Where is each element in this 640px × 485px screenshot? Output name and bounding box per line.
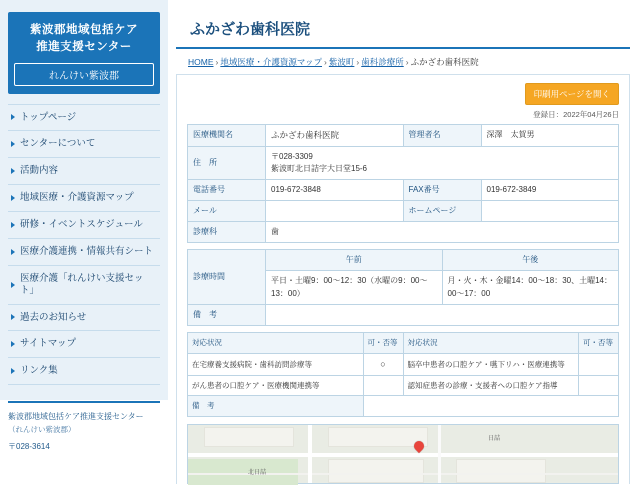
row-label-department: 診療科: [188, 221, 266, 242]
row-value-department: 歯: [266, 221, 619, 242]
map-label: 日詰: [488, 435, 501, 442]
breadcrumb-item-current: ふかざわ歯科医院: [410, 57, 479, 67]
breadcrumb-separator: ›: [356, 57, 360, 67]
status-mark-cancer-care: [363, 376, 403, 396]
sidebar-item-links[interactable]: [8, 358, 160, 385]
breadcrumb-item-home[interactable]: HOME: [188, 57, 214, 67]
sidebar-item-label: 過去のお知らせ: [20, 311, 87, 323]
breadcrumb-separator: ›: [324, 57, 327, 67]
row-label-manager: 管理者名: [403, 125, 481, 147]
table-row: [188, 146, 619, 179]
sidebar-item-info-sheet[interactable]: [8, 239, 160, 266]
breadcrumb-item-town[interactable]: 紫波町: [328, 57, 355, 67]
sidebar-item-about[interactable]: [8, 131, 160, 158]
table-row: [188, 179, 619, 200]
row-label-clinic-name: 医療機関名: [188, 125, 266, 147]
address-street: 紫波町北日詰字大日堂15-6: [271, 163, 368, 173]
row-value-mail: [266, 200, 404, 221]
table-row: [188, 200, 619, 221]
status-header-left: 対応状況: [188, 333, 364, 353]
row-label-address: 住 所: [188, 146, 266, 179]
status-label-stroke-care: 脳卒中患者の口腔ケア・嚥下リハ・医療連携等: [403, 353, 579, 376]
hours-col-am: 午前: [266, 249, 443, 270]
sidebar-item-label: センターについて: [20, 138, 96, 150]
map-label: 北日詰: [248, 469, 267, 476]
sidebar-item-past-news[interactable]: [8, 305, 160, 332]
sidebar-item-activities[interactable]: [8, 158, 160, 185]
row-value-homepage: [481, 200, 619, 221]
table-row: [188, 353, 619, 376]
table-row: [188, 333, 619, 353]
status-header-right: 対応状況: [403, 333, 579, 353]
sidebar-item-label: 医療介護「れんけい支援セット」: [20, 272, 144, 296]
clinic-hours-table: [187, 249, 619, 327]
status-header-mark-left: 可・否等: [363, 333, 403, 353]
row-label-homepage: ホームページ: [403, 200, 481, 221]
footer-org-name: 紫波郡地域包括ケア推進支援センター: [8, 412, 144, 422]
address-zip: 〒028-3309: [271, 151, 313, 161]
sidebar-item-support-set[interactable]: [8, 266, 160, 305]
row-value-fax: 019-672-3849: [481, 179, 619, 200]
sidebar-item-label: サイトマップ: [20, 338, 76, 350]
row-value-address: [266, 146, 619, 179]
footer-zip: 〒028-3614: [8, 441, 50, 451]
breadcrumb: [176, 49, 630, 74]
sidebar-item-sitemap[interactable]: [8, 331, 160, 358]
sidebar-item-label: 研修・イベントスケジュール: [20, 219, 143, 230]
hours-remark-value: [266, 304, 619, 325]
support-status-table: [187, 332, 619, 416]
row-value-clinic-name: ふかざわ歯科医院: [266, 125, 404, 147]
map-road-horizontal: [188, 453, 618, 457]
hours-remark-label: 備 考: [188, 304, 266, 325]
row-label-tel: 電話番号: [188, 179, 266, 200]
status-mark-dementia-care: [579, 376, 619, 396]
hours-row-label: 診療時間: [188, 249, 266, 304]
breadcrumb-item-dental-clinic[interactable]: 歯科診療所: [361, 57, 404, 67]
location-map[interactable]: [187, 424, 619, 484]
hours-value-pm: 月・火・木・金曜14：00～18：30、土曜14：00～17：00: [442, 271, 619, 305]
table-row: [188, 125, 619, 147]
print-page-button[interactable]: 印刷用ページを開く: [525, 83, 619, 105]
sidebar-item-label: 医療介護連携・情報共有シート: [20, 245, 154, 257]
hours-value-am: 平日・土曜9：00～12：30（水曜の9：00～13：00）: [266, 271, 443, 305]
detail-panel: [176, 74, 630, 484]
footer-org-sub: （れんけい紫波郡）: [8, 424, 76, 434]
sidebar-item-label: リンク集: [20, 365, 58, 377]
status-remark-value: [363, 396, 619, 416]
breadcrumb-item-resource-map[interactable]: 地域医療・介護資源マップ: [220, 57, 323, 67]
status-mark-home-care: ○: [363, 353, 403, 376]
table-row: [188, 249, 619, 270]
sidebar-item-top[interactable]: [8, 104, 160, 132]
sidebar-item-schedule[interactable]: [8, 212, 160, 239]
page-title: ふかざわ歯科医院: [176, 0, 630, 49]
row-label-fax: FAX番号: [403, 179, 481, 200]
status-label-dementia-care: 認知症患者の診療・支援者への口腔ケア指導: [403, 376, 579, 396]
map-block: [456, 459, 546, 483]
table-row: [188, 304, 619, 325]
status-header-mark-right: 可・否等: [579, 333, 619, 353]
status-remark-label: 備 考: [188, 396, 364, 416]
clinic-info-table: [187, 124, 619, 243]
map-road-vertical-secondary: [438, 425, 441, 483]
sidebar-nav: [8, 104, 160, 386]
site-logo-subtitle: れんけい紫波郡: [14, 63, 154, 86]
table-row: [188, 221, 619, 242]
sidebar-item-resource-map[interactable]: [8, 185, 160, 212]
sidebar-footer: [8, 401, 160, 454]
row-value-tel: 019-672-3848: [266, 179, 404, 200]
site-logo[interactable]: [8, 12, 160, 94]
table-row: [188, 376, 619, 396]
map-road-vertical: [308, 425, 312, 483]
status-label-cancer-care: がん患者の口腔ケア・医療機関連携等: [188, 376, 364, 396]
main-content: [168, 0, 640, 476]
table-row: [188, 396, 619, 416]
breadcrumb-separator: ›: [405, 57, 409, 67]
status-mark-stroke-care: [579, 353, 619, 376]
row-value-manager: 深澤 太賀男: [481, 125, 619, 147]
map-green-area: [188, 459, 298, 485]
breadcrumb-separator: ›: [215, 57, 219, 67]
sidebar-item-label: トップページ: [20, 111, 77, 123]
site-logo-title: 紫波郡地域包括ケア 推進支援センター: [30, 24, 138, 54]
row-label-mail: メール: [188, 200, 266, 221]
map-block: [328, 459, 424, 483]
sidebar-item-label: 活動内容: [20, 165, 59, 177]
map-block: [204, 427, 294, 447]
sidebar: [0, 0, 168, 451]
hours-col-pm: 午後: [442, 249, 619, 270]
registered-date: 登録日：2022年04月26日: [533, 110, 619, 119]
status-label-home-care: 在宅療養支援病院・歯科訪問診療等: [188, 353, 364, 376]
sidebar-item-label: 地域医療・介護資源マップ: [20, 192, 134, 204]
